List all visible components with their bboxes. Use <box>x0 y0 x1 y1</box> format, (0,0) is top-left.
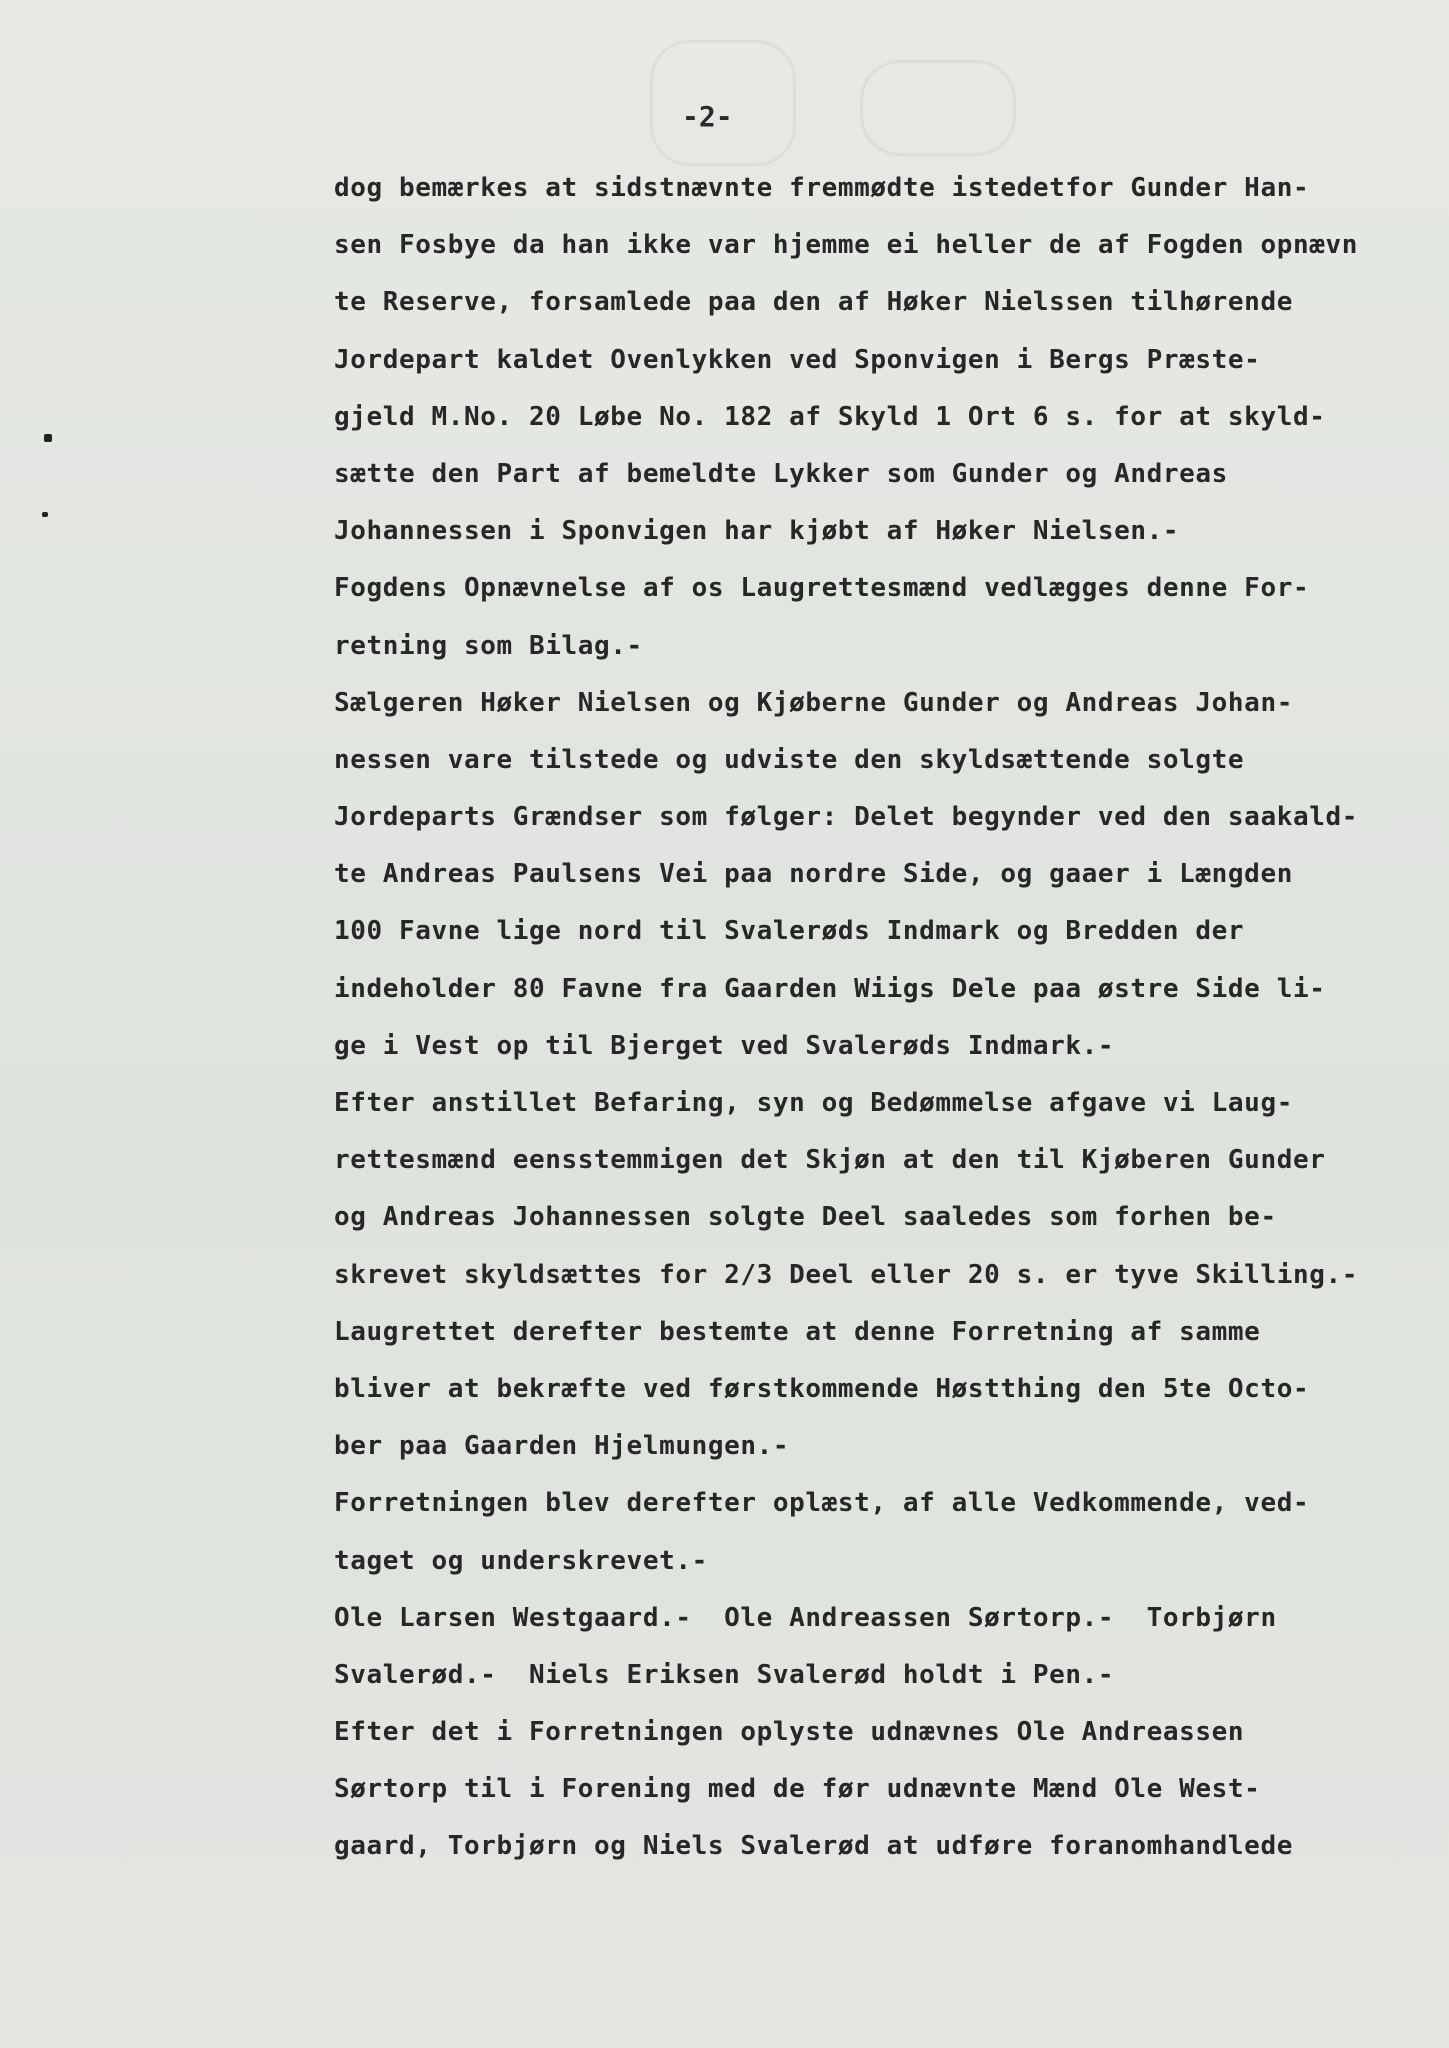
text-line: Ole Larsen Westgaard.- Ole Andreassen Sørtorp.- Torbjørn <box>334 1602 1277 1633</box>
text-line: ge i Vest op til Bjerget ved Svalerøds Indmark.- <box>334 1030 1115 1061</box>
text-line: Svalerød.- Niels Eriksen Svalerød holdt i Pen.- <box>334 1659 1115 1690</box>
text-line: Forretningen blev derefter oplæst, af alle Vedkommende, ved- <box>334 1488 1310 1519</box>
text-line: te Andreas Paulsens Vei paa nordre Side, og gaaer i Længden <box>334 859 1293 890</box>
text-line: indeholder 80 Favne fra Gaarden Wiigs Dele paa østre Side li- <box>334 973 1326 1004</box>
text-line: Johannessen i Sponvigen har kjøbt af Høker Nielsen.- <box>334 516 1180 547</box>
bleed-through-mark <box>860 60 1016 156</box>
text-line: Laugrettet derefter bestemte at denne Forretning af samme <box>334 1316 1261 1347</box>
text-line: sætte den Part af bemeldte Lykker som Gunder og Andreas <box>334 458 1228 489</box>
text-line: retning som Bilag.- <box>334 630 643 661</box>
text-line: Jordepart kaldet Ovenlykken ved Sponvigen i Bergs Præste- <box>334 344 1261 375</box>
text-line: Efter det i Forretningen oplyste udnævnes Ole Andreassen <box>334 1717 1245 1748</box>
text-line: gjeld M.No. 20 Løbe No. 182 af Skyld 1 Ort 6 s. for at skyld- <box>334 401 1326 432</box>
text-line: rettesmænd eensstemmigen det Skjøn at den til Kjøberen Gunder <box>334 1145 1326 1176</box>
text-line: taget og underskrevet.- <box>334 1545 708 1576</box>
text-line: Sælgeren Høker Nielsen og Kjøberne Gunder og Andreas Johan- <box>334 687 1293 718</box>
text-line: skrevet skyldsættes for 2/3 Deel eller 20 s. er tyve Skilling.- <box>334 1259 1358 1290</box>
text-line: dog bemærkes at sidstnævnte fremmødte istedetfor Gunder Han- <box>334 173 1310 203</box>
text-line: Sørtorp til i Forening med de før udnævnte Mænd Ole West- <box>334 1774 1261 1805</box>
document-body <box>334 160 1434 1876</box>
text-line: bliver at bekræfte ved førstkommende Høstthing den 5te Octo- <box>334 1373 1310 1404</box>
text-line: Fogdens Opnævnelse af os Laugrettesmænd vedlægges denne For- <box>334 573 1310 604</box>
text-line: Efter anstillet Befaring, syn og Bedømmelse afgave vi Laug- <box>334 1088 1293 1118</box>
text-line: gaard, Torbjørn og Niels Svalerød at udføre foranomhandlede <box>334 1831 1293 1862</box>
text-line: nessen vare tilstede og udviste den skyldsættende solgte <box>334 744 1245 775</box>
text-line: ber paa Gaarden Hjelmungen.- <box>334 1431 790 1462</box>
text-line: Jordeparts Grændser som følger: Delet begynder ved den saakald- <box>334 802 1358 833</box>
margin-speck <box>44 434 52 442</box>
text-line: 100 Favne lige nord til Svalerøds Indmark og Bredden der <box>334 916 1245 947</box>
text-line: og Andreas Johannessen solgte Deel saaledes som forhen be- <box>334 1202 1277 1233</box>
page-number: -2- <box>682 100 733 133</box>
text-line: sen Fosbye da han ikke var hjemme ei heller de af Fogden opnævn <box>334 230 1358 261</box>
margin-speck <box>42 512 48 517</box>
text-line: te Reserve, forsamlede paa den af Høker Nielssen tilhørende <box>334 287 1293 318</box>
